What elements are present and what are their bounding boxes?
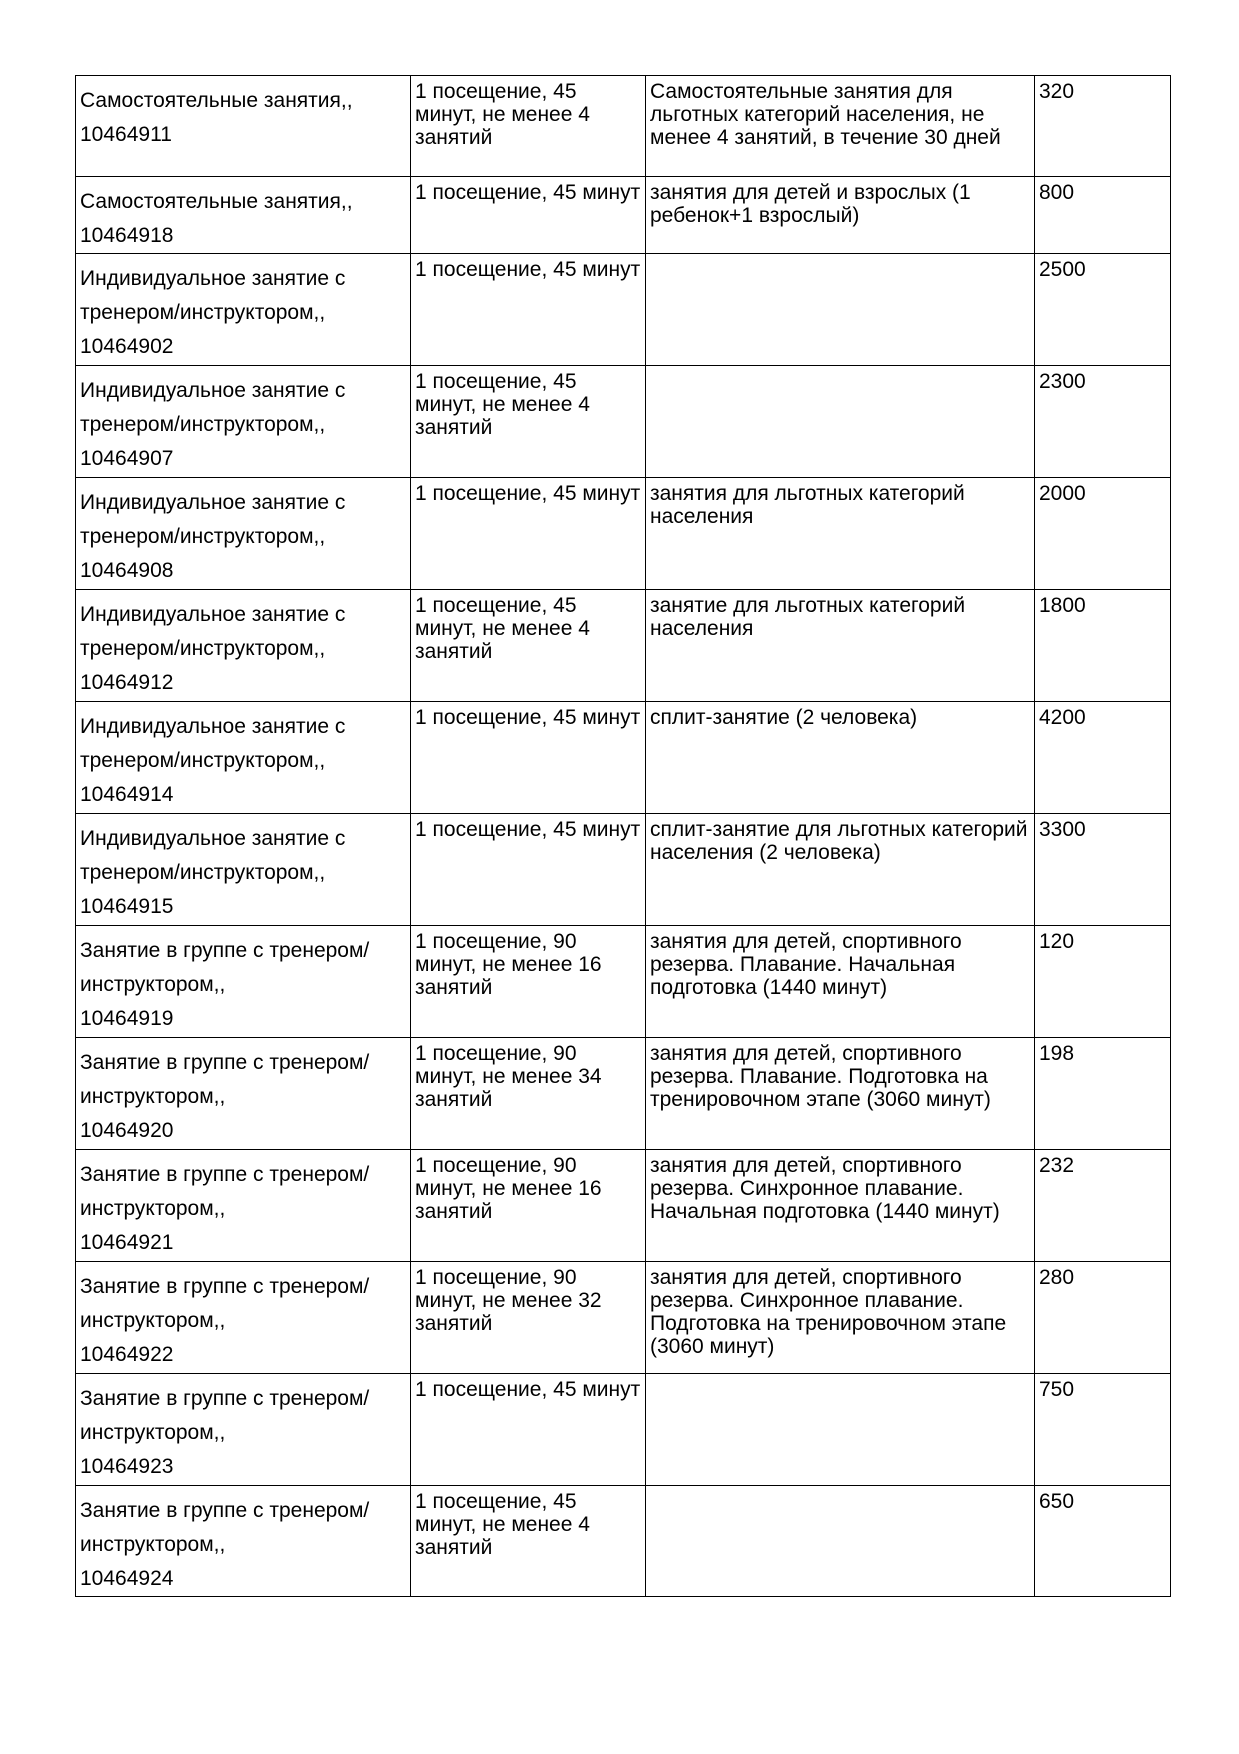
service-code: 10464907 [80,447,174,470]
price-cell: 4200 [1035,702,1171,814]
note-cell [646,1374,1035,1486]
price-cell: 280 [1035,1262,1171,1374]
service-name: Самостоятельные занятия,, [80,89,353,112]
price-cell: 232 [1035,1150,1171,1262]
price-cell: 800 [1035,177,1171,254]
visits-cell: 1 посещение, 45 минут [411,1374,646,1486]
service-name-cell [76,702,411,814]
note-cell: занятия для детей, спортивного резерва. Синхронное плавание. Подготовка на тренировочном этапе (3060 минут) [646,1262,1035,1374]
service-name-cell [76,1486,411,1597]
table-row [76,254,1171,366]
table-row [76,1486,1171,1597]
service-code: 10464918 [80,224,174,247]
service-name-cell [76,478,411,590]
service-name: Индивидуальное занятие с тренером/инструктором,, [80,491,346,548]
note-cell: занятие для льготных категорий населения [646,590,1035,702]
note-cell: сплит-занятие (2 человека) [646,702,1035,814]
visits-cell: 1 посещение, 45 минут [411,814,646,926]
price-cell: 320 [1035,76,1171,177]
visits-cell: 1 посещение, 45 минут [411,702,646,814]
price-cell: 198 [1035,1038,1171,1150]
service-name-cell [76,590,411,702]
visits-cell: 1 посещение, 90 минут, не менее 32 занятий [411,1262,646,1374]
visits-cell: 1 посещение, 45 минут, не менее 4 занятий [411,590,646,702]
table-row [76,76,1171,177]
service-name-cell [76,177,411,254]
service-code: 10464922 [80,1343,174,1366]
note-cell: Самостоятельные занятия для льготных категорий населения, не менее 4 занятий, в течение 30 дней [646,76,1035,177]
service-name: Индивидуальное занятие с тренером/инструктором,, [80,267,346,324]
service-name: Занятие в группе с тренером/инструктором,, [80,1387,370,1444]
visits-cell: 1 посещение, 45 минут, не менее 4 занятий [411,1486,646,1597]
price-cell: 2000 [1035,478,1171,590]
note-cell: занятия для детей и взрослых (1 ребенок+1 взрослый) [646,177,1035,254]
visits-cell: 1 посещение, 45 минут [411,478,646,590]
visits-cell: 1 посещение, 45 минут, не менее 4 занятий [411,76,646,177]
visits-cell: 1 посещение, 45 минут [411,177,646,254]
service-name: Занятие в группе с тренером/инструктором,, [80,1163,370,1220]
note-cell: сплит-занятие для льготных категорий населения (2 человека) [646,814,1035,926]
price-cell: 2500 [1035,254,1171,366]
service-name: Индивидуальное занятие с тренером/инструктором,, [80,715,346,772]
service-code: 10464920 [80,1119,174,1142]
service-code: 10464923 [80,1455,174,1478]
price-cell: 3300 [1035,814,1171,926]
service-code: 10464921 [80,1231,174,1254]
price-cell: 650 [1035,1486,1171,1597]
table-row [76,1262,1171,1374]
service-name: Занятие в группе с тренером/инструктором,, [80,939,370,996]
service-name-cell [76,1262,411,1374]
service-code: 10464911 [80,123,172,146]
service-name: Самостоятельные занятия,, [80,190,353,213]
service-code: 10464915 [80,895,174,918]
service-name-cell [76,1150,411,1262]
price-cell: 1800 [1035,590,1171,702]
table-row [76,1038,1171,1150]
service-name: Индивидуальное занятие с тренером/инструктором,, [80,603,346,660]
table-row [76,1374,1171,1486]
service-name-cell [76,926,411,1038]
note-cell [646,254,1035,366]
service-code: 10464914 [80,783,174,806]
table-row [76,814,1171,926]
price-table-body [76,76,1171,1597]
service-name-cell [76,814,411,926]
service-name: Занятие в группе с тренером/инструктором,, [80,1275,370,1332]
visits-cell: 1 посещение, 45 минут, не менее 4 занятий [411,366,646,478]
note-cell: занятия для детей, спортивного резерва. Плавание. Подготовка на тренировочном этапе (3060 минут) [646,1038,1035,1150]
note-cell [646,366,1035,478]
visits-cell: 1 посещение, 90 минут, не менее 16 занятий [411,926,646,1038]
note-cell: занятия для льготных категорий населения [646,478,1035,590]
service-name: Занятие в группе с тренером/инструктором,, [80,1499,370,1556]
service-code: 10464912 [80,671,174,694]
table-row [76,590,1171,702]
table-row [76,366,1171,478]
price-table [75,75,1171,1597]
price-cell: 750 [1035,1374,1171,1486]
note-cell: занятия для детей, спортивного резерва. Синхронное плавание. Начальная подготовка (1440 минут) [646,1150,1035,1262]
service-code: 10464902 [80,335,174,358]
note-cell [646,1486,1035,1597]
service-name: Индивидуальное занятие с тренером/инструктором,, [80,379,346,436]
service-name-cell [76,1038,411,1150]
service-name-cell [76,254,411,366]
service-name-cell [76,76,411,177]
service-code: 10464924 [80,1567,174,1590]
service-name-cell [76,1374,411,1486]
table-row [76,702,1171,814]
service-name: Индивидуальное занятие с тренером/инструктором,, [80,827,346,884]
visits-cell: 1 посещение, 45 минут [411,254,646,366]
visits-cell: 1 посещение, 90 минут, не менее 34 занятий [411,1038,646,1150]
service-name-cell [76,366,411,478]
visits-cell: 1 посещение, 90 минут, не менее 16 занятий [411,1150,646,1262]
table-row [76,926,1171,1038]
note-cell: занятия для детей, спортивного резерва. Плавание. Начальная подготовка (1440 минут) [646,926,1035,1038]
price-cell: 120 [1035,926,1171,1038]
table-row [76,478,1171,590]
table-row [76,177,1171,254]
service-code: 10464919 [80,1007,174,1030]
service-name: Занятие в группе с тренером/инструктором,, [80,1051,370,1108]
table-row [76,1150,1171,1262]
price-cell: 2300 [1035,366,1171,478]
service-code: 10464908 [80,559,174,582]
